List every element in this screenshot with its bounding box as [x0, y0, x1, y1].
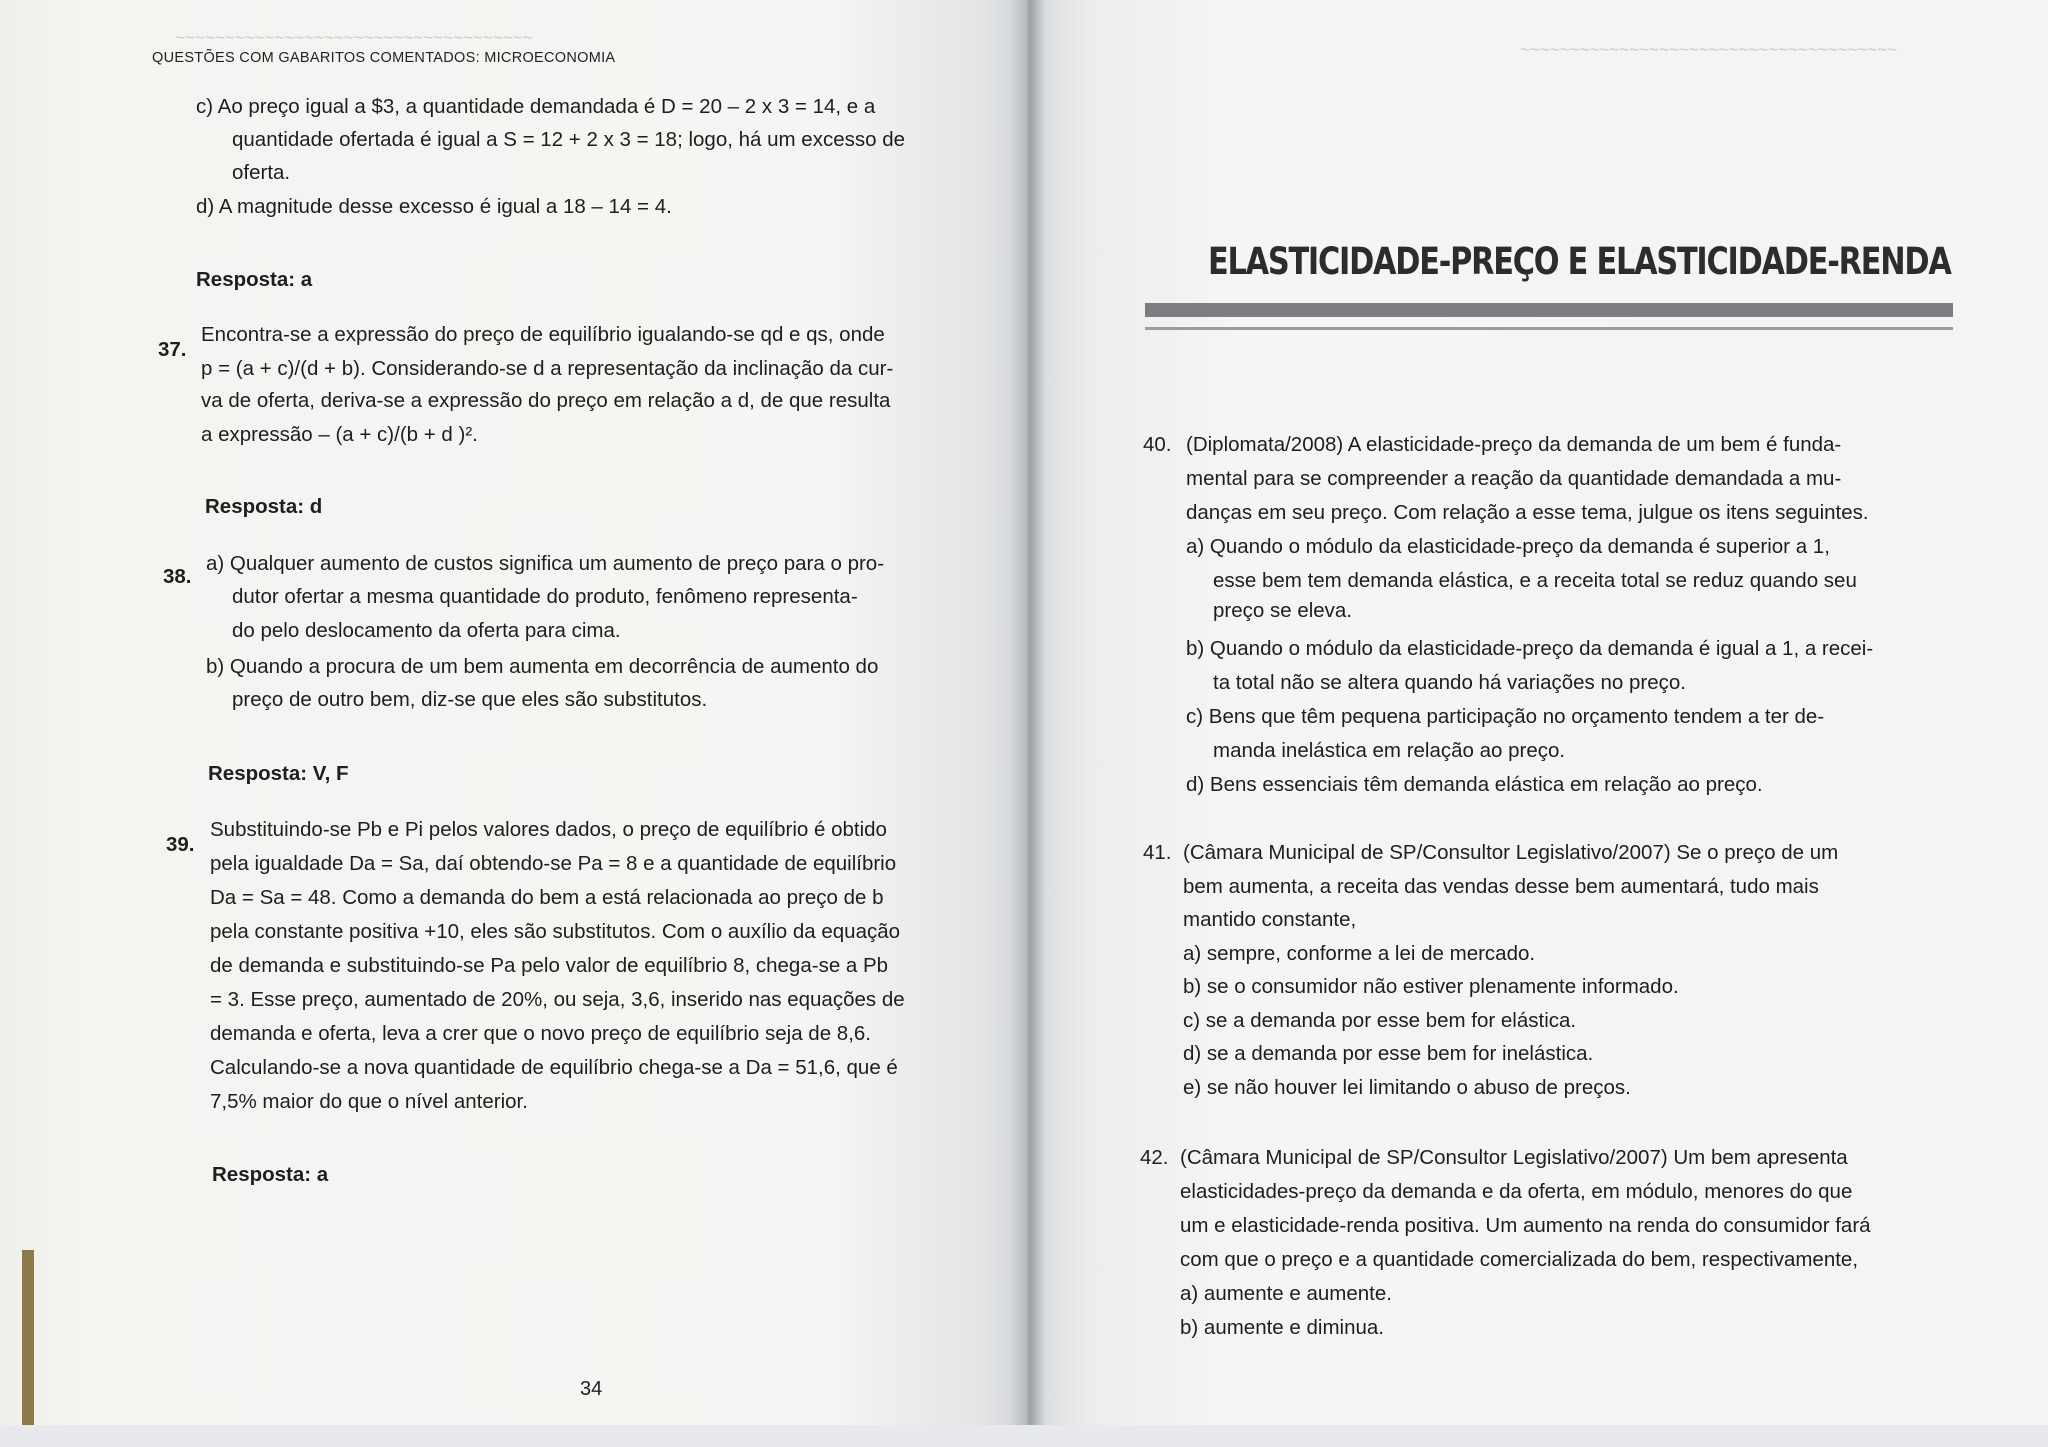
- q38-line4: b) Quando a procura de um bem aumenta em decorrência de aumento do: [206, 655, 879, 678]
- q40-item-b-line1: b) Quando o módulo da elasticidade-preço da demanda é igual a 1, a recei-: [1186, 637, 1874, 660]
- q37-line1: Encontra-se a expressão do preço de equilíbrio igualando-se qd e qs, onde: [201, 323, 885, 346]
- running-header: QUESTÕES COM GABARITOS COMENTADOS: MICROECONOMIA: [152, 50, 616, 66]
- q40-item-b-line2: ta total não se altera quando há variações no preço.: [1213, 671, 1686, 694]
- q38-line2: dutor ofertar a mesma quantidade do produto, fenômeno representa-: [232, 585, 858, 608]
- question-number-38: 38.: [163, 565, 192, 588]
- q39-line5: de demanda e substituindo-se Pa pelo valor de equilíbrio 8, chega-se a Pb: [210, 954, 889, 977]
- q40-item-a-line1: a) Quando o módulo da elasticidade-preço da demanda é superior a 1,: [1186, 535, 1830, 558]
- answer-36: Resposta: a: [196, 268, 313, 291]
- q41-line1: (Câmara Municipal de SP/Consultor Legislativo/2007) Se o preço de um: [1183, 841, 1839, 864]
- q39-line4: pela constante positiva +10, eles são substitutos. Com o auxílio da equação: [210, 920, 901, 943]
- q41-line3: mantido constante,: [1183, 908, 1357, 931]
- q41-item-b: b) se o consumidor não estiver plenamente informado.: [1183, 975, 1679, 998]
- q41-item-e: e) se não houver lei limitando o abuso de preços.: [1183, 1076, 1631, 1099]
- q42-line1: (Câmara Municipal de SP/Consultor Legislativo/2007) Um bem apresenta: [1180, 1146, 1848, 1169]
- q39-line9: 7,5% maior do que o nível anterior.: [210, 1090, 528, 1113]
- q42-line4: com que o preço e a quantidade comercializada do bem, respectivamente,: [1180, 1248, 1859, 1271]
- show-through-text: ~~~~~~~~~~~~~~~~~~~~~~~~~~~~~~~~~~~~: [175, 28, 533, 47]
- title-underline-thin: [1145, 327, 1953, 330]
- q40-item-c-line1: c) Bens que têm pequena participação no orçamento tendem a ter de-: [1186, 705, 1825, 728]
- q42-line2: elasticidades-preço da demanda e da oferta, em módulo, menores do que: [1180, 1180, 1853, 1203]
- q41-item-c: c) se a demanda por esse bem for elástica.: [1183, 1009, 1577, 1032]
- spine-edge: [22, 1250, 34, 1430]
- show-through-text: ~~~~~~~~~~~~~~~~~~~~~~~~~~~~~~~~~~~~~~: [1520, 40, 1898, 59]
- scan-bottom-edge: [0, 1425, 2048, 1447]
- q36-item-c-line1: c) Ao preço igual a $3, a quantidade demandada é D = 20 – 2 x 3 = 14, e a: [196, 95, 876, 118]
- q41-item-d: d) se a demanda por esse bem for inelástica.: [1183, 1042, 1594, 1065]
- q36-item-c-line2: quantidade ofertada é igual a S = 12 + 2 x 3 = 18; logo, há um excesso de: [232, 128, 905, 151]
- answer-38: Resposta: V, F: [208, 762, 349, 785]
- q40-line3: danças em seu preço. Com relação a esse tema, julgue os itens seguintes.: [1186, 501, 1869, 524]
- chapter-title: ELASTICIDADE-PREÇO E ELASTICIDADE-RENDA: [1208, 240, 1951, 283]
- q37-line2: p = (a + c)/(d + b). Considerando-se d a representação da inclinação da cur-: [201, 357, 894, 380]
- q39-line8: Calculando-se a nova quantidade de equilíbrio chega-se a Da = 51,6, que é: [210, 1056, 898, 1079]
- q37-line4: a expressão – (a + c)/(b + d )².: [201, 423, 478, 446]
- q39-line7: demanda e oferta, leva a crer que o novo preço de equilíbrio seja de 8,6.: [210, 1022, 871, 1045]
- q38-line5: preço de outro bem, diz-se que eles são substitutos.: [232, 688, 708, 711]
- q40-item-a-line2: esse bem tem demanda elástica, e a receita total se reduz quando seu: [1213, 569, 1857, 592]
- q42-item-a: a) aumente e aumente.: [1180, 1282, 1392, 1305]
- page-number-left: 34: [580, 1378, 603, 1400]
- q39-line1: Substituindo-se Pb e Pi pelos valores dados, o preço de equilíbrio é obtido: [210, 818, 887, 841]
- q42-item-b: b) aumente e diminua.: [1180, 1316, 1384, 1339]
- q37-line3: va de oferta, deriva-se a expressão do preço em relação a d, de que resulta: [201, 389, 891, 412]
- question-number-40: 40.: [1143, 433, 1172, 456]
- answer-37: Resposta: d: [205, 495, 323, 518]
- q39-line2: pela igualdade Da = Sa, daí obtendo-se Pa = 8 e a quantidade de equilíbrio: [210, 852, 897, 875]
- question-number-39: 39.: [166, 833, 195, 856]
- question-number-41: 41.: [1143, 841, 1172, 864]
- q40-item-a-line3: preço se eleva.: [1213, 599, 1353, 622]
- q40-item-d: d) Bens essenciais têm demanda elástica em relação ao preço.: [1186, 773, 1763, 796]
- q39-line3: Da = Sa = 48. Como a demanda do bem a está relacionada ao preço de b: [210, 886, 884, 909]
- question-number-42: 42.: [1140, 1146, 1169, 1169]
- q41-item-a: a) sempre, conforme a lei de mercado.: [1183, 942, 1536, 965]
- q36-item-c-line3: oferta.: [232, 161, 291, 184]
- q40-item-c-line2: manda inelástica em relação ao preço.: [1213, 739, 1566, 762]
- answer-39: Resposta: a: [212, 1163, 329, 1186]
- q40-line2: mental para se compreender a reação da quantidade demandada a mu-: [1186, 467, 1842, 490]
- question-number-37: 37.: [158, 338, 187, 361]
- q41-line2: bem aumenta, a receita das vendas desse bem aumentará, tudo mais: [1183, 875, 1819, 898]
- q38-line3: do pelo deslocamento da oferta para cima.: [232, 619, 621, 642]
- book-gutter: [1010, 0, 1046, 1447]
- q38-line1: a) Qualquer aumento de custos significa um aumento de preço para o pro-: [206, 552, 885, 575]
- title-underline-bar: [1145, 303, 1953, 317]
- q40-line1: (Diplomata/2008) A elasticidade-preço da demanda de um bem é funda-: [1186, 433, 1842, 456]
- q42-line3: um e elasticidade-renda positiva. Um aumento na renda do consumidor fará: [1180, 1214, 1871, 1237]
- q39-line6: = 3. Esse preço, aumentado de 20%, ou seja, 3,6, inserido nas equações de: [210, 988, 905, 1011]
- q36-item-d: d) A magnitude desse excesso é igual a 18 – 14 = 4.: [196, 195, 672, 218]
